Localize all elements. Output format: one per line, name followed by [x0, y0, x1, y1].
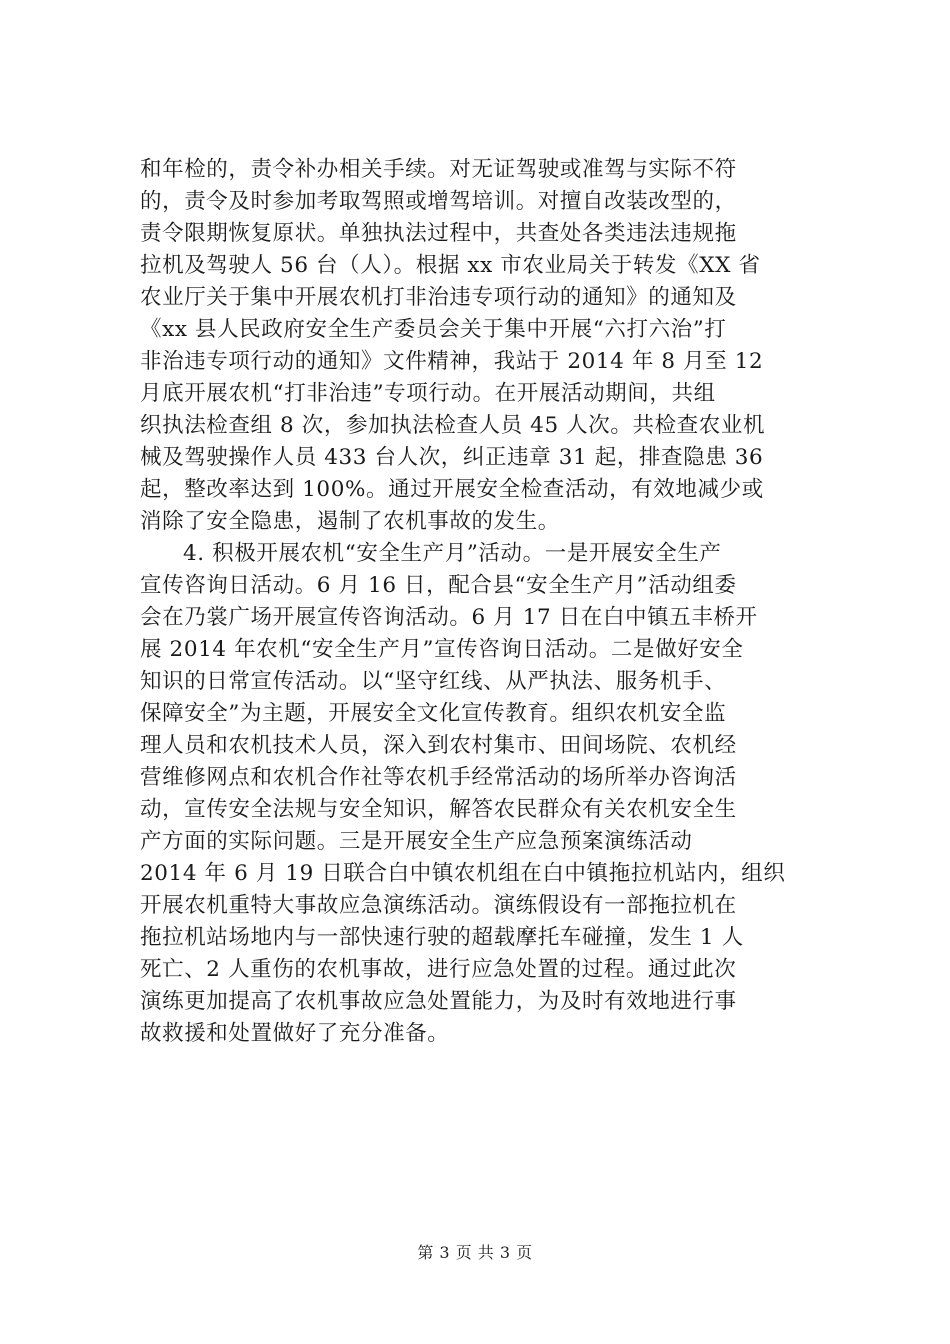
text-line: 会在乃裳广场开展宣传咨询活动。6 月 17 日在白中镇五丰桥开 — [140, 605, 758, 630]
text-line: 的，责令及时参加考取驾照或增驾培训。对擅自改装改型的， — [140, 189, 737, 214]
text-line: 故救援和处置做好了充分准备。 — [140, 1021, 450, 1046]
text-line: 织执法检查组 8 次，参加执法检查人员 45 人次。共检查农业机 — [140, 413, 766, 438]
text-line: 知识的日常宣传活动。以“坚守红线、从严执法、服务机手、 — [140, 669, 727, 694]
text-line: 拖拉机站场地内与一部快速行驶的超载摩托车碰撞，发生 1 人 — [140, 925, 744, 950]
text-line: 2014 年 6 月 19 日联合白中镇农机组在白中镇拖拉机站内，组织 — [140, 861, 786, 886]
text-line: 和年检的，责令补办相关手续。对无证驾驶或准驾与实际不符 — [140, 157, 737, 182]
text-line: 演练更加提高了农机事故应急处置能力，为及时有效地进行事 — [140, 989, 737, 1014]
text-line: 理人员和农机技术人员，深入到农村集市、田间场院、农机经 — [140, 733, 737, 758]
body-text — [140, 154, 830, 1050]
text-line: 责令限期恢复原状。单独执法过程中，共查处各类违法违规拖 — [140, 221, 737, 246]
text-line: 非治违专项行动的通知》文件精神，我站于 2014 年 8 月至 12 — [140, 349, 764, 374]
text-line: 展 2014 年农机“安全生产月”宣传咨询日活动。二是做好安全 — [140, 637, 744, 662]
text-line: 4. 积极开展农机“安全生产月”活动。一是开展安全生产 — [183, 541, 722, 566]
text-line: 起，整改率达到 100%。通过开展安全检查活动，有效地减少或 — [140, 477, 764, 502]
text-line: 营维修网点和农机合作社等农机手经常活动的场所举办咨询活 — [140, 765, 737, 790]
text-line: 农业厅关于集中开展农机打非治违专项行动的通知》的通知及 — [140, 285, 737, 310]
text-line: 动，宣传安全法规与安全知识，解答农民群众有关农机安全生 — [140, 797, 737, 822]
text-line: 死亡、2 人重伤的农机事故，进行应急处置的过程。通过此次 — [140, 957, 737, 982]
text-line: 月底开展农机“打非治违”专项行动。在开展活动期间，共组 — [140, 381, 716, 406]
text-line: 宣传咨询日活动。6 月 16 日，配合县“安全生产月”活动组委 — [140, 573, 737, 598]
text-line: 《xx 县人民政府安全生产委员会关于集中开展“六打六治”打 — [140, 317, 727, 342]
text-line: 产方面的实际问题。三是开展安全生产应急预案演练活动 — [140, 829, 693, 854]
text-line: 拉机及驾驶人 56 台（人）。根据 xx 市农业局关于转发《XX 省 — [140, 253, 761, 278]
text-line: 开展农机重特大事故应急演练活动。演练假设有一部拖拉机在 — [140, 893, 737, 918]
text-line: 保障安全”为主题，开展安全文化宣传教育。组织农机安全监 — [140, 701, 727, 726]
text-line: 械及驾驶操作人员 433 台人次，纠正违章 31 起，排查隐患 36 — [140, 445, 764, 470]
text-line: 消除了安全隐患，遏制了农机事故的发生。 — [140, 509, 560, 534]
page-number-footer: 第 3 页 共 3 页 — [417, 1243, 533, 1262]
